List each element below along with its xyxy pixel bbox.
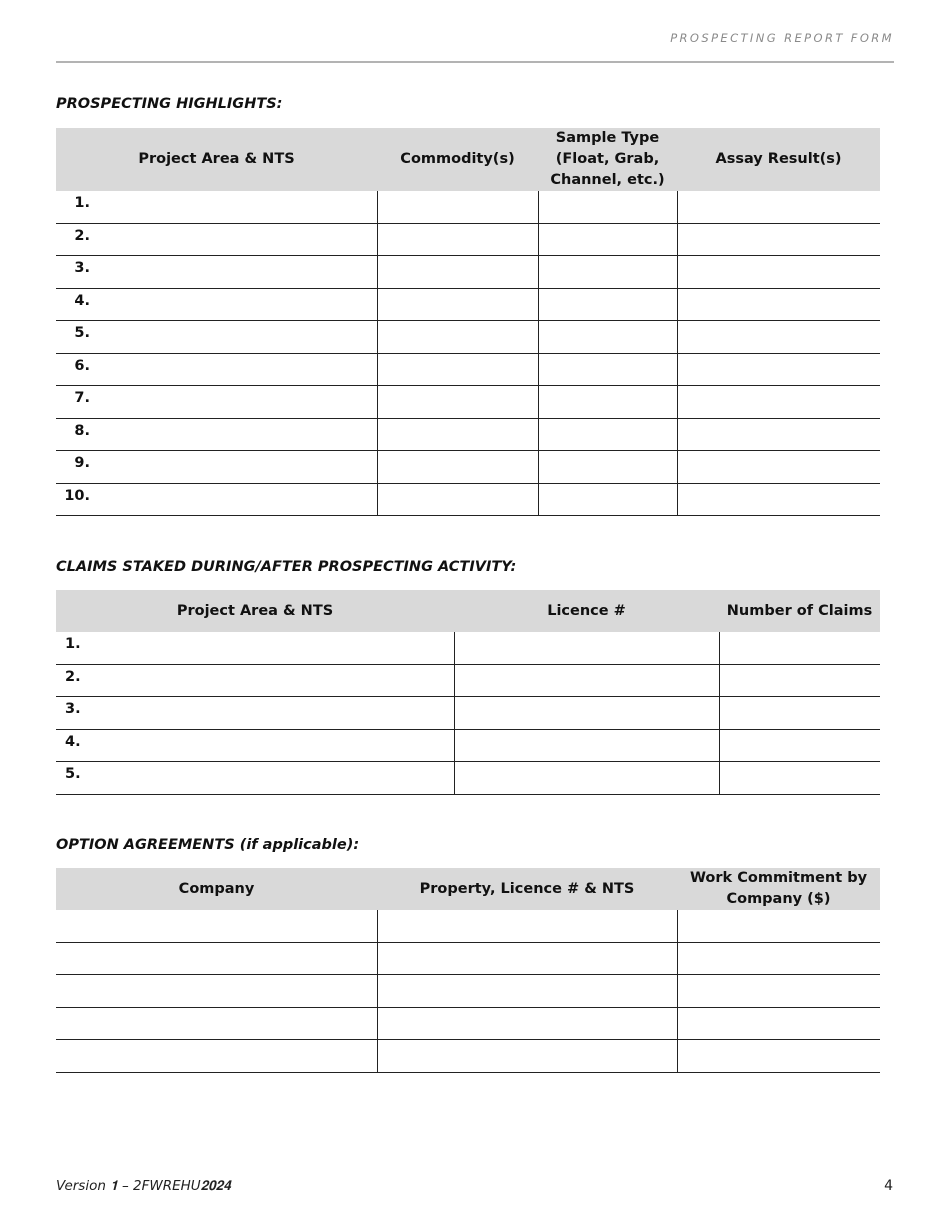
- licence-cell[interactable]: [454, 762, 719, 795]
- property-cell[interactable]: [377, 975, 677, 1008]
- table-row: [56, 632, 880, 664]
- work-commitment-cell[interactable]: [677, 975, 880, 1008]
- table-row: [56, 288, 880, 321]
- project-cell[interactable]: 2.: [56, 664, 454, 697]
- sample-type-cell[interactable]: [538, 353, 677, 386]
- licence-cell[interactable]: [454, 664, 719, 697]
- sample-type-cell[interactable]: [538, 288, 677, 321]
- property-cell[interactable]: [377, 1040, 677, 1073]
- claims-section-title: CLAIMS STAKED DURING/AFTER PROSPECTING ACTIVITY:: [56, 559, 517, 575]
- table-row: [56, 418, 880, 451]
- claims-count-cell[interactable]: [719, 632, 880, 664]
- property-cell[interactable]: [377, 910, 677, 942]
- options-section-title: OPTION AGREEMENTS (if applicable):: [56, 837, 360, 853]
- assay-cell[interactable]: [677, 386, 880, 419]
- commodity-cell[interactable]: [377, 191, 538, 223]
- assay-cell[interactable]: [677, 418, 880, 451]
- commodity-cell[interactable]: [377, 386, 538, 419]
- company-cell[interactable]: [56, 975, 377, 1008]
- assay-cell[interactable]: [677, 321, 880, 354]
- table-row: [56, 729, 880, 762]
- commodity-cell[interactable]: [377, 353, 538, 386]
- project-cell[interactable]: 3.: [56, 256, 377, 289]
- project-cell[interactable]: 4.: [56, 729, 454, 762]
- assay-cell[interactable]: [677, 191, 880, 223]
- page-number: 4: [884, 1178, 893, 1194]
- highlights-col-commodity: Commodity(s): [377, 128, 538, 191]
- licence-cell[interactable]: [454, 729, 719, 762]
- assay-cell[interactable]: [677, 256, 880, 289]
- project-cell[interactable]: 4.: [56, 288, 377, 321]
- table-row: [56, 697, 880, 730]
- assay-cell[interactable]: [677, 483, 880, 516]
- project-cell[interactable]: 7.: [56, 386, 377, 419]
- sample-type-cell[interactable]: [538, 223, 677, 256]
- claims-count-cell[interactable]: [719, 729, 880, 762]
- options-col-company: Company: [56, 868, 377, 910]
- commodity-cell[interactable]: [377, 256, 538, 289]
- commodity-cell[interactable]: [377, 223, 538, 256]
- commodity-cell[interactable]: [377, 321, 538, 354]
- claims-col-number: Number of Claims: [719, 590, 880, 632]
- project-cell[interactable]: 8.: [56, 418, 377, 451]
- work-commitment-cell[interactable]: [677, 910, 880, 942]
- claims-count-cell[interactable]: [719, 664, 880, 697]
- highlights-section-title: PROSPECTING HIGHLIGHTS:: [56, 96, 283, 112]
- project-cell[interactable]: 5.: [56, 321, 377, 354]
- assay-cell[interactable]: [677, 223, 880, 256]
- highlights-table: [56, 128, 880, 516]
- table-row: [56, 942, 880, 975]
- assay-cell[interactable]: [677, 451, 880, 484]
- claims-count-cell[interactable]: [719, 762, 880, 795]
- form-header-title: PROSPECTING REPORT FORM: [670, 31, 894, 45]
- sample-type-cell[interactable]: [538, 386, 677, 419]
- project-cell[interactable]: 10.: [56, 483, 377, 516]
- table-row: [56, 910, 880, 942]
- claims-col-project: Project Area & NTS: [56, 590, 454, 632]
- table-row: [56, 223, 880, 256]
- assay-cell[interactable]: [677, 288, 880, 321]
- table-row: [56, 664, 880, 697]
- sample-type-cell[interactable]: [538, 451, 677, 484]
- claims-table: [56, 590, 880, 795]
- company-cell[interactable]: [56, 942, 377, 975]
- project-cell[interactable]: 5.: [56, 762, 454, 795]
- project-cell[interactable]: 6.: [56, 353, 377, 386]
- table-row: [56, 321, 880, 354]
- project-cell[interactable]: 1.: [56, 191, 377, 223]
- table-row: [56, 483, 880, 516]
- table-row: [56, 451, 880, 484]
- sample-type-cell[interactable]: [538, 418, 677, 451]
- options-col-work-commitment: Work Commitment by Company ($): [677, 868, 880, 910]
- highlights-col-sample-type: Sample Type (Float, Grab, Channel, etc.): [538, 128, 677, 191]
- claims-col-licence: Licence #: [454, 590, 719, 632]
- work-commitment-cell[interactable]: [677, 1007, 880, 1040]
- company-cell[interactable]: [56, 910, 377, 942]
- project-cell[interactable]: 3.: [56, 697, 454, 730]
- commodity-cell[interactable]: [377, 418, 538, 451]
- table-row: [56, 386, 880, 419]
- options-table: [56, 868, 880, 1073]
- claims-count-cell[interactable]: [719, 697, 880, 730]
- options-col-property: Property, Licence # & NTS: [377, 868, 677, 910]
- table-row: [56, 256, 880, 289]
- table-row: [56, 353, 880, 386]
- licence-cell[interactable]: [454, 632, 719, 664]
- property-cell[interactable]: [377, 942, 677, 975]
- project-cell[interactable]: 2.: [56, 223, 377, 256]
- commodity-cell[interactable]: [377, 288, 538, 321]
- work-commitment-cell[interactable]: [677, 1040, 880, 1073]
- project-cell[interactable]: 9.: [56, 451, 377, 484]
- table-row: [56, 975, 880, 1008]
- commodity-cell[interactable]: [377, 483, 538, 516]
- table-row: [56, 1007, 880, 1040]
- footer-version: Version 𝟏 – 2FWREHU𝟐𝟎𝟐𝟒: [56, 1178, 231, 1194]
- assay-cell[interactable]: [677, 353, 880, 386]
- licence-cell[interactable]: [454, 697, 719, 730]
- highlights-col-project: Project Area & NTS: [56, 128, 377, 191]
- table-row: [56, 1040, 880, 1073]
- property-cell[interactable]: [377, 1007, 677, 1040]
- sample-type-cell[interactable]: [538, 483, 677, 516]
- work-commitment-cell[interactable]: [677, 942, 880, 975]
- company-cell[interactable]: [56, 1007, 377, 1040]
- table-row: [56, 762, 880, 795]
- header-divider: [56, 61, 894, 63]
- sample-type-cell[interactable]: [538, 321, 677, 354]
- table-row: [56, 191, 880, 223]
- sample-type-cell[interactable]: [538, 191, 677, 223]
- highlights-col-assay: Assay Result(s): [677, 128, 880, 191]
- project-cell[interactable]: 1.: [56, 632, 454, 664]
- commodity-cell[interactable]: [377, 451, 538, 484]
- company-cell[interactable]: [56, 1040, 377, 1073]
- sample-type-cell[interactable]: [538, 256, 677, 289]
